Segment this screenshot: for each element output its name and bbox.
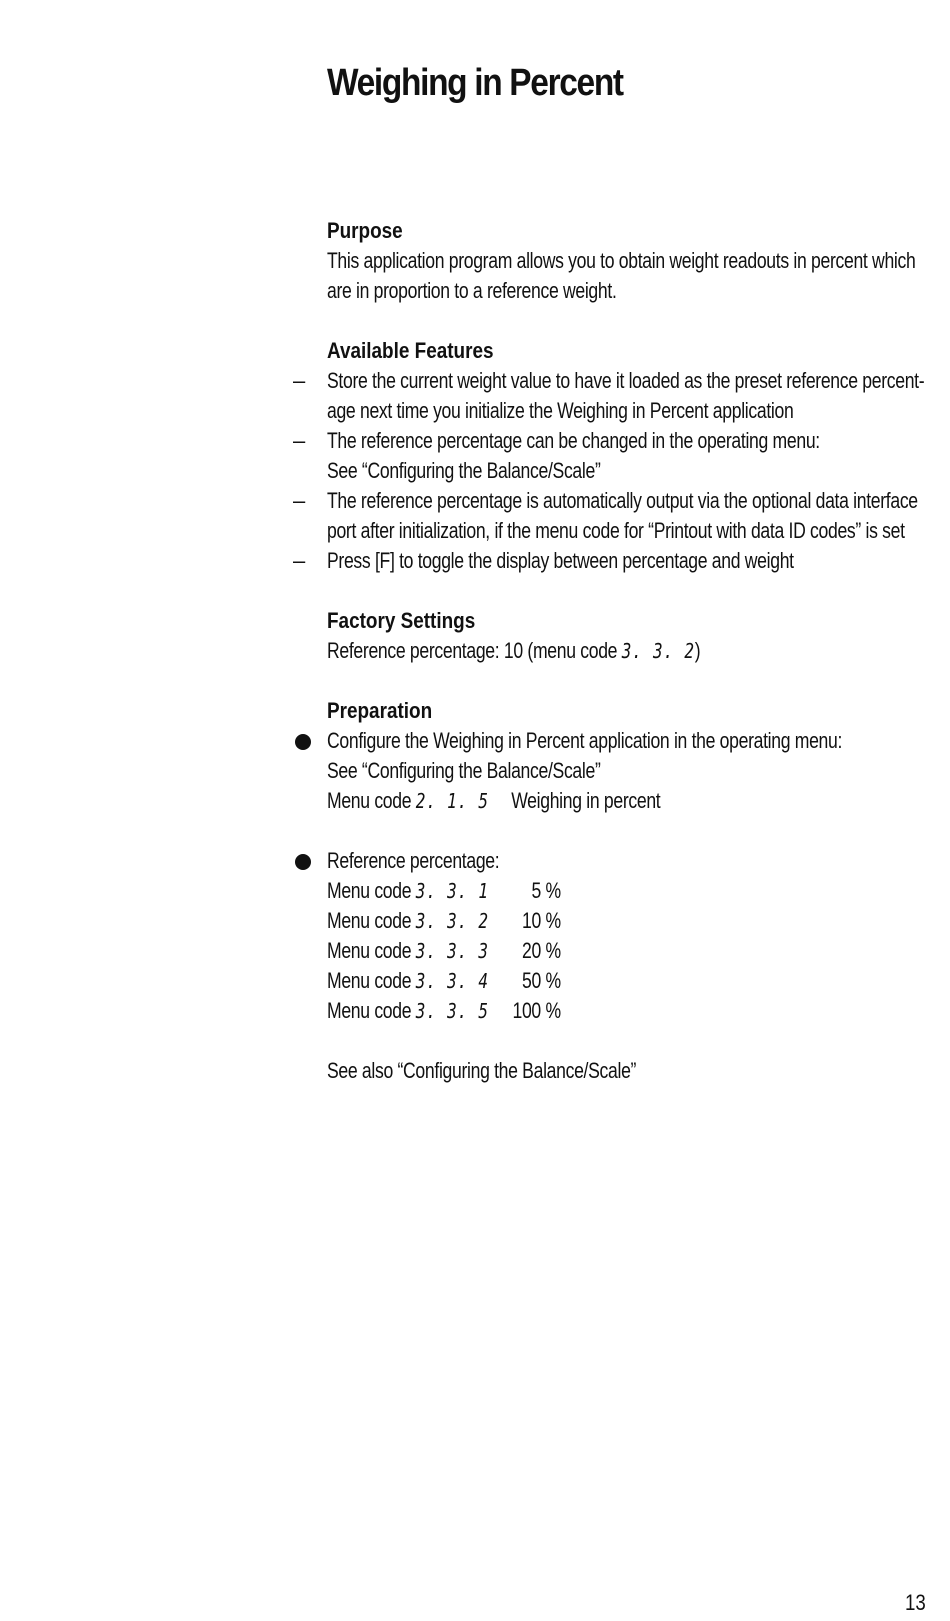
dash-bullet: – [293,548,306,573]
see-also-line: See also “Configuring the Balance/Scale” [327,1058,637,1083]
purpose-line-2: are in proportion to a reference weight. [327,278,617,303]
bullet-dot [295,854,311,870]
prep-step-2-line-1: Reference percentage: [327,848,500,873]
page-number: 13 [905,1590,926,1615]
ref-row: Menu code 3. 3. 1 5 % [327,878,561,903]
purpose-heading: Purpose [327,218,403,243]
menu-code-display: 3. 3. 2 [415,909,489,933]
feature-4-line-1: Press [F] to toggle the display between percentage and weight [327,548,794,573]
menu-code-display: 2. 1. 5 [415,789,489,813]
prep-step-1-menu: Menu code 2. 1. 5 Weighing in percent [327,788,661,813]
menu-code-display: 3. 3. 3 [415,939,489,963]
purpose-line-1: This application program allows you to obtain weight readouts in percent which [327,248,916,273]
page-title: Weighing in Percent [327,62,623,104]
prep-step-1-line-2: See “Configuring the Balance/Scale” [327,758,601,783]
factory-line: Reference percentage: 10 (menu code 3. 3. 2) [327,638,701,663]
ref-row: Menu code 3. 3. 5 100 % [327,998,561,1023]
menu-code-display: 3. 3. 2 [621,639,695,663]
feature-3-line-2: port after initialization, if the menu code for “Printout with data ID codes” is set [327,518,905,543]
bullet-dot [295,734,311,750]
feature-2-line-2: See “Configuring the Balance/Scale” [327,458,601,483]
dash-bullet: – [293,488,306,513]
prep-step-1-line-1: Configure the Weighing in Percent application in the operating menu: [327,728,843,753]
feature-3-line-1: The reference percentage is automatically output via the optional data interface [327,488,918,513]
dash-bullet: – [293,428,306,453]
ref-row: Menu code 3. 3. 4 50 % [327,968,561,993]
feature-1-line-2: age next time you initialize the Weighing in Percent application [327,398,794,423]
menu-code-display: 3. 3. 5 [415,999,489,1023]
ref-row: Menu code 3. 3. 3 20 % [327,938,561,963]
dash-bullet: – [293,368,306,393]
features-heading: Available Features [327,338,494,363]
feature-1-line-1: Store the current weight value to have it loaded as the preset reference percent- [327,368,925,393]
preparation-heading: Preparation [327,698,433,723]
menu-code-display: 3. 3. 1 [415,879,489,903]
ref-row: Menu code 3. 3. 2 10 % [327,908,561,933]
factory-heading: Factory Settings [327,608,476,633]
feature-2-line-1: The reference percentage can be changed in the operating menu: [327,428,820,453]
menu-code-display: 3. 3. 4 [415,969,489,993]
